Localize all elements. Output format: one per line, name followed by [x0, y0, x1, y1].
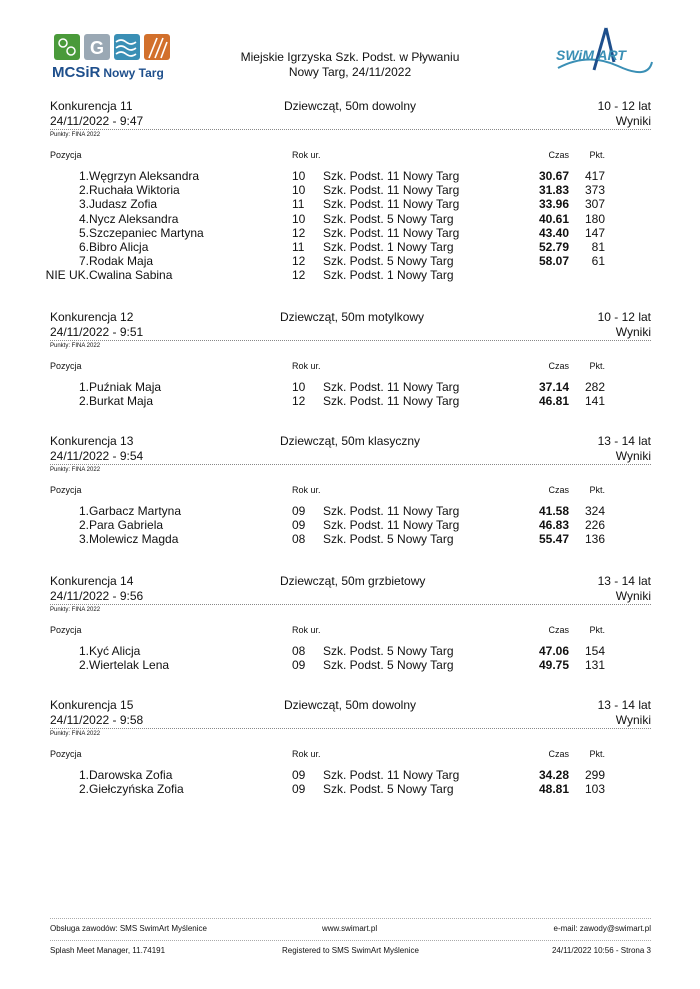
result-place: 2. — [78, 782, 89, 797]
event-number: Konkurencja 14 — [50, 574, 134, 588]
club-name: Szk. Podst. 11 Nowy Targ — [323, 183, 460, 198]
svg-text:G: G — [89, 38, 105, 58]
page-header — [0, 20, 700, 90]
event-age-group: 10 - 12 lat — [597, 99, 651, 113]
club-name: Szk. Podst. 11 Nowy Targ — [323, 394, 460, 409]
event-name: Dziewcząt, 50m dowolny — [283, 698, 417, 712]
mcsir-logo-icon — [54, 32, 172, 62]
result-time: 37.14 — [538, 380, 569, 394]
club-name: Szk. Podst. 5 Nowy Targ — [323, 644, 454, 658]
club-name: Szk. Podst. 11 Nowy Targ — [323, 518, 460, 533]
logo-brand: MCSiR — [52, 64, 101, 81]
result-points: 147 — [584, 225, 605, 240]
event-name: Dziewcząt, 50m grzbietowy — [280, 574, 426, 588]
result-points: 180 — [584, 211, 605, 226]
result-place: NIE UK. — [45, 268, 89, 283]
event-number: Konkurencja 12 — [50, 310, 134, 324]
event-header — [0, 99, 700, 139]
event-number: Konkurencja 15 — [50, 698, 134, 712]
footer-website[interactable]: www.swimart.pl — [322, 924, 378, 933]
club-name: Szk. Podst. 11 Nowy Targ — [323, 768, 460, 782]
result-row — [0, 254, 700, 268]
result-points: 299 — [584, 768, 605, 782]
result-points: 282 — [584, 380, 605, 394]
birth-year: 08 — [292, 644, 306, 658]
event-block — [0, 574, 700, 672]
swimmer-name: Giełczyńska Zofia — [89, 782, 184, 797]
swimmer-name: Molewicz Magda — [89, 532, 179, 547]
result-time: 41.58 — [538, 504, 569, 518]
result-row — [0, 183, 700, 197]
swimmer-name: Szczepaniec Martyna — [89, 225, 204, 240]
result-row — [0, 212, 700, 226]
event-name: Dziewcząt, 50m dowolny — [283, 99, 417, 113]
result-points: 324 — [584, 504, 605, 518]
meet-title-line2: Nowy Targ, 24/11/2022 — [288, 65, 412, 79]
result-points: 131 — [584, 658, 605, 673]
result-time: 46.83 — [538, 518, 569, 533]
event-status: Wyniki — [615, 713, 651, 727]
club-name: Szk. Podst. 1 Nowy Targ — [323, 268, 454, 283]
event-status: Wyniki — [615, 114, 651, 128]
result-row — [0, 226, 700, 240]
result-points: 417 — [584, 169, 605, 183]
club-name: Szk. Podst. 11 Nowy Targ — [323, 225, 460, 240]
event-status: Wyniki — [615, 449, 651, 463]
col-year: Rok ur. — [292, 749, 321, 759]
result-time: 58.07 — [538, 254, 569, 269]
event-block — [0, 99, 700, 283]
points-basis: Punkty: FINA 2022 — [50, 132, 101, 138]
event-block — [0, 310, 700, 408]
points-basis: Punkty: FINA 2022 — [50, 467, 101, 473]
club-name: Szk. Podst. 5 Nowy Targ — [323, 782, 454, 797]
col-points: Pkt. — [589, 361, 605, 371]
col-time: Czas — [548, 361, 569, 371]
footer-email[interactable]: e-mail: zawody@swimart.pl — [553, 924, 651, 933]
birth-year: 09 — [292, 518, 306, 533]
divider — [50, 464, 651, 465]
event-datetime: 24/11/2022 - 9:54 — [50, 449, 144, 463]
event-name: Dziewcząt, 50m motylkowy — [280, 310, 425, 324]
result-place: 2. — [78, 658, 89, 673]
result-time: 43.40 — [538, 225, 569, 240]
result-row — [0, 782, 700, 796]
result-row — [0, 644, 700, 658]
footer-software: Splash Meet Manager, 11.74191 — [50, 946, 166, 955]
birth-year: 10 — [292, 211, 306, 226]
swimmer-name: Judasz Zofia — [89, 197, 158, 212]
col-points: Pkt. — [589, 150, 605, 160]
swimart-logo-text: SWiM ART — [556, 47, 626, 63]
birth-year: 10 — [292, 183, 306, 198]
meet-title — [200, 50, 500, 80]
col-time: Czas — [548, 625, 569, 635]
result-time: 46.81 — [538, 394, 569, 409]
divider — [50, 728, 651, 729]
birth-year: 09 — [292, 658, 306, 673]
club-name: Szk. Podst. 5 Nowy Targ — [323, 211, 454, 226]
birth-year: 12 — [292, 268, 306, 283]
result-points: 103 — [584, 782, 605, 797]
result-row — [0, 394, 700, 408]
result-place: 3. — [78, 197, 89, 212]
event-datetime: 24/11/2022 - 9:51 — [50, 325, 144, 339]
club-name: Szk. Podst. 5 Nowy Targ — [323, 658, 454, 673]
swimmer-name: Kyć Alicja — [89, 644, 141, 658]
result-time: 34.28 — [538, 768, 569, 782]
result-place: 7. — [78, 254, 89, 269]
result-place: 3. — [78, 532, 89, 547]
event-age-group: 10 - 12 lat — [597, 310, 651, 324]
result-row — [0, 768, 700, 782]
result-place: 4. — [78, 211, 89, 226]
swimmer-name: Węgrzyn Aleksandra — [89, 169, 200, 183]
result-points: 226 — [584, 518, 605, 533]
result-place: 6. — [78, 239, 89, 254]
result-row — [0, 240, 700, 254]
col-position: Pozycja — [50, 361, 82, 371]
club-name: Szk. Podst. 11 Nowy Targ — [323, 197, 460, 212]
result-place: 1. — [78, 644, 89, 658]
result-time: 48.81 — [538, 782, 569, 797]
club-name: Szk. Podst. 1 Nowy Targ — [323, 239, 454, 254]
col-time: Czas — [548, 749, 569, 759]
event-status: Wyniki — [615, 589, 651, 603]
swimmer-name: Puźniak Maja — [89, 380, 162, 394]
result-time: 49.75 — [538, 658, 569, 673]
result-place: 2. — [78, 394, 89, 409]
birth-year: 11 — [292, 239, 305, 254]
result-place: 1. — [78, 504, 89, 518]
divider — [50, 604, 651, 605]
result-row — [0, 197, 700, 211]
result-points: 81 — [591, 239, 605, 254]
result-place: 2. — [78, 518, 89, 533]
col-year: Rok ur. — [292, 150, 321, 160]
col-year: Rok ur. — [292, 485, 321, 495]
result-place: 1. — [78, 768, 89, 782]
club-name: Szk. Podst. 5 Nowy Targ — [323, 254, 454, 269]
event-status: Wyniki — [615, 325, 651, 339]
result-time: 30.67 — [538, 169, 569, 183]
swimart-logo — [548, 22, 654, 82]
result-row — [0, 532, 700, 546]
footer-organizer: Obsługa zawodów: SMS SwimArt Myślenice — [50, 924, 207, 933]
birth-year: 09 — [292, 782, 306, 797]
swimmer-name: Rodak Maja — [89, 254, 154, 269]
result-points: 141 — [584, 394, 605, 409]
result-place: 5. — [78, 225, 89, 240]
col-year: Rok ur. — [292, 361, 321, 371]
birth-year: 12 — [292, 254, 306, 269]
col-year: Rok ur. — [292, 625, 321, 635]
swimmer-name: Bibro Alicja — [89, 239, 149, 254]
swimmer-name: Burkat Maja — [89, 394, 154, 409]
col-points: Pkt. — [589, 485, 605, 495]
column-headers — [0, 147, 700, 169]
result-row — [0, 518, 700, 532]
swimmer-name: Garbacz Martyna — [89, 504, 182, 518]
swimmer-name: Darowska Zofia — [89, 768, 173, 782]
result-time: 52.79 — [538, 239, 569, 254]
col-position: Pozycja — [50, 625, 82, 635]
event-number: Konkurencja 11 — [50, 99, 133, 113]
birth-year: 10 — [292, 169, 306, 183]
col-position: Pozycja — [50, 150, 82, 160]
event-block — [0, 698, 700, 796]
event-number: Konkurencja 13 — [50, 434, 134, 448]
swimmer-name: Ruchała Wiktoria — [89, 183, 180, 198]
footer-line1 — [0, 918, 700, 938]
result-time: 47.06 — [538, 644, 569, 658]
result-row — [0, 169, 700, 183]
event-header — [0, 434, 700, 474]
result-time: 31.83 — [538, 183, 569, 198]
divider — [50, 340, 651, 341]
col-points: Pkt. — [589, 625, 605, 635]
col-time: Czas — [548, 485, 569, 495]
column-headers — [0, 622, 700, 644]
col-points: Pkt. — [589, 749, 605, 759]
result-points: 136 — [584, 532, 605, 547]
event-age-group: 13 - 14 lat — [597, 698, 651, 712]
result-time: 40.61 — [538, 211, 569, 226]
divider — [50, 129, 651, 130]
birth-year: 12 — [292, 394, 306, 409]
col-time: Czas — [548, 150, 569, 160]
event-datetime: 24/11/2022 - 9:47 — [50, 114, 144, 128]
mcsir-logo — [48, 32, 172, 80]
event-header — [0, 310, 700, 350]
event-name: Dziewcząt, 50m klasyczny — [280, 434, 421, 448]
swimmer-name: Wiertelak Lena — [89, 658, 170, 673]
points-basis: Punkty: FINA 2022 — [50, 731, 101, 737]
result-place: 1. — [78, 380, 89, 394]
swimmer-name: Cwalina Sabina — [89, 268, 173, 283]
event-header — [0, 574, 700, 614]
swimmer-name: Nycz Aleksandra — [89, 211, 179, 226]
club-name: Szk. Podst. 11 Nowy Targ — [323, 169, 460, 183]
column-headers — [0, 482, 700, 504]
club-name: Szk. Podst. 11 Nowy Targ — [323, 504, 460, 518]
birth-year: 08 — [292, 532, 306, 547]
event-block — [0, 434, 700, 547]
birth-year: 10 — [292, 380, 306, 394]
result-place: 2. — [78, 183, 89, 198]
points-basis: Punkty: FINA 2022 — [50, 343, 101, 349]
event-header — [0, 698, 700, 738]
birth-year: 09 — [292, 768, 306, 782]
footer-registered: Registered to SMS SwimArt Myślenice — [282, 946, 419, 955]
swimmer-name: Para Gabriela — [89, 518, 164, 533]
meet-title-line1: Miejskie Igrzyska Szk. Podst. w Pływaniu — [240, 50, 460, 64]
result-row — [0, 504, 700, 518]
column-headers — [0, 358, 700, 380]
col-position: Pozycja — [50, 485, 82, 495]
club-name: Szk. Podst. 11 Nowy Targ — [323, 380, 460, 394]
result-place: 1. — [78, 169, 89, 183]
footer-timestamp: 24/11/2022 10:56 - Strona 3 — [551, 946, 651, 955]
result-points: 373 — [584, 183, 605, 198]
birth-year: 12 — [292, 225, 306, 240]
result-time: 33.96 — [538, 197, 569, 212]
result-row — [0, 658, 700, 672]
birth-year: 11 — [292, 197, 305, 212]
points-basis: Punkty: FINA 2022 — [50, 607, 101, 613]
result-row — [0, 268, 700, 282]
footer-line2 — [0, 940, 700, 960]
column-headers — [0, 746, 700, 768]
result-points: 154 — [584, 644, 605, 658]
event-datetime: 24/11/2022 - 9:58 — [50, 713, 144, 727]
col-position: Pozycja — [50, 749, 82, 759]
club-name: Szk. Podst. 5 Nowy Targ — [323, 532, 454, 547]
result-time: 55.47 — [538, 532, 569, 547]
event-age-group: 13 - 14 lat — [597, 434, 651, 448]
result-points: 61 — [591, 254, 605, 269]
logo-sub: Nowy Targ — [103, 66, 164, 80]
result-row — [0, 380, 700, 394]
event-datetime: 24/11/2022 - 9:56 — [50, 589, 144, 603]
birth-year: 09 — [292, 504, 306, 518]
result-points: 307 — [584, 197, 605, 212]
event-age-group: 13 - 14 lat — [597, 574, 651, 588]
